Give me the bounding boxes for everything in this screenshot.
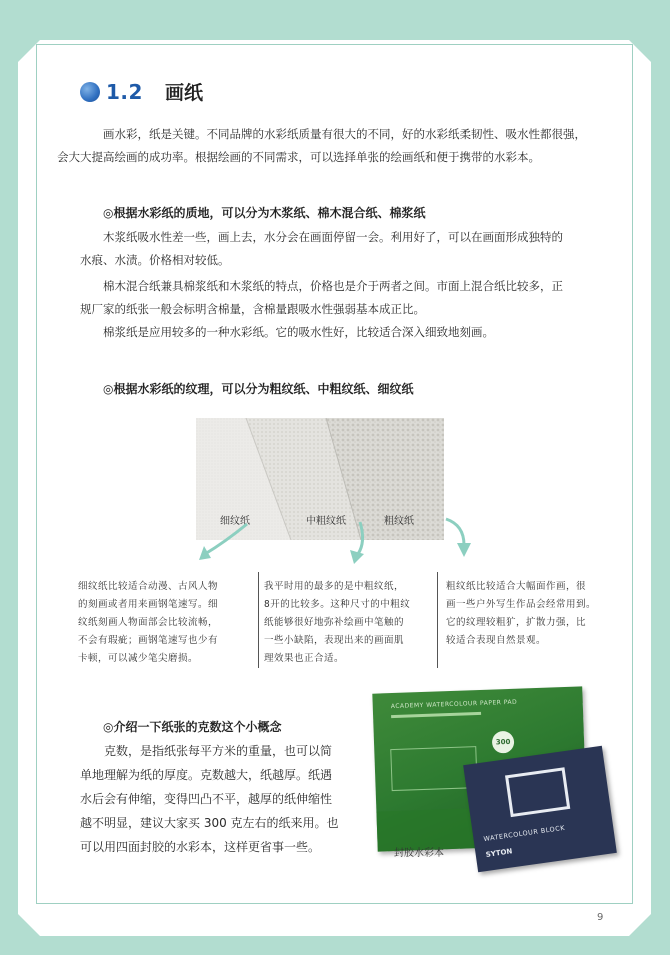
material-paragraphs bbox=[80, 226, 615, 344]
intro-paragraph bbox=[57, 123, 610, 169]
dark-watercolour-block bbox=[463, 746, 617, 872]
caption-line: 我平时用的最多的是中粗纹纸， bbox=[264, 581, 405, 592]
curved-arrow-icon bbox=[195, 520, 255, 566]
cotton-line: 棉浆纸是应用较多的一种水彩纸。它的吸水性好，比较适合深入细致地刻画。 bbox=[103, 325, 494, 339]
texture-heading: ◎根据水彩纸的纹理，可以分为粗纹纸、中粗纹纸、细纹纸 bbox=[103, 382, 414, 396]
weight-line: 克数，是指纸张每平方米的重量，也可以简 bbox=[104, 744, 333, 758]
mixed-line: 规厂家的纸张一般会标明含棉量，含棉量跟吸水性强弱基本成正比。 bbox=[80, 302, 425, 316]
caption-line: 较适合表现自然景观。 bbox=[446, 635, 547, 646]
caption-line: 理效果也正合适。 bbox=[264, 653, 345, 664]
cotton-paragraph bbox=[80, 321, 615, 344]
caption-line: 它的纹理较粗犷，扩散力强，比 bbox=[446, 617, 587, 628]
weight-line: 水后会有伸缩，变得凹凸不平，越厚的纸伸缩性 bbox=[80, 792, 333, 806]
caption-line: 8开的比较多。这种尺寸的中粗纹 bbox=[264, 599, 411, 610]
green-pad-header: ACADEMY WATERCOLOUR PAPER PAD bbox=[390, 698, 518, 711]
dark-block-brand: SYTON bbox=[485, 847, 513, 859]
caption-line: 画一些户外写生作品会经常用到。 bbox=[446, 599, 597, 610]
curved-arrow-icon bbox=[340, 518, 376, 568]
mixed-line: 棉木混合纸兼具棉浆纸和木浆纸的特点，价格也是介于两者之间。市面上混合纸比较多，正 bbox=[103, 279, 563, 293]
wood-pulp-paragraph bbox=[80, 226, 615, 272]
fine-paper-caption bbox=[78, 578, 256, 668]
mixed-paragraph bbox=[80, 275, 615, 321]
medium-texture-label: 中粗纹纸 bbox=[306, 516, 346, 527]
medium-paper-caption bbox=[264, 578, 434, 668]
pad-photo-caption: 封胶水彩本 bbox=[394, 848, 444, 859]
caption-line: 细纹纸比较适合动漫、古风人物 bbox=[78, 581, 219, 592]
section-number: 1.2 bbox=[106, 79, 143, 104]
dark-block-label: WATERCOLOUR BLOCK bbox=[483, 823, 566, 844]
wood-pulp-line: 水痕、水渍。价格相对较低。 bbox=[80, 253, 230, 267]
section-bullet-icon bbox=[80, 82, 100, 102]
coarse-texture-label: 粗纹纸 bbox=[384, 516, 414, 527]
caption-divider bbox=[437, 572, 438, 668]
material-heading: ◎根据水彩纸的质地，可以分为木浆纸、棉木混合纸、棉浆纸 bbox=[103, 206, 426, 220]
section-title: 画纸 bbox=[164, 82, 203, 104]
weight-line: 可以用四面封胶的水彩本，这样更省事一些。 bbox=[80, 840, 321, 854]
section-heading bbox=[80, 78, 203, 105]
caption-line: 粗纹纸比较适合大幅面作画，很 bbox=[446, 581, 587, 592]
coarse-paper-caption bbox=[446, 578, 616, 650]
wood-pulp-line: 木浆纸吸水性差一些，画上去，水分会在画面停留一会。利用好了，可以在画面形成独特的 bbox=[103, 230, 563, 244]
weight-line: 单地理解为纸的厚度。克数越大，纸越厚。纸遇 bbox=[80, 768, 333, 782]
green-pad-badge: 300 bbox=[492, 731, 515, 754]
weight-line: 越不明显，建议大家买 300 克左右的纸来用。也 bbox=[80, 816, 339, 830]
caption-line: 纸能够很好地弥补绘画中笔触的 bbox=[264, 617, 405, 628]
fine-texture-label: 细纹纸 bbox=[220, 516, 250, 527]
green-pad-stripe bbox=[391, 712, 481, 718]
curved-arrow-icon bbox=[440, 515, 476, 559]
caption-line: 的刻画或者用来画钢笔速写。细 bbox=[78, 599, 219, 610]
caption-line: 一些小缺陷，表现出来的画面肌 bbox=[264, 635, 405, 646]
caption-divider bbox=[258, 572, 259, 668]
weight-heading: ◎介绍一下纸张的克数这个小概念 bbox=[103, 720, 282, 734]
caption-line: 卡顿，可以减少笔尖磨损。 bbox=[78, 653, 199, 664]
dark-block-frame bbox=[505, 767, 570, 817]
intro-line: 画水彩，纸是关键。不同品牌的水彩纸质量有很大的不同，好的水彩纸柔韧性、吸水性都很强， bbox=[103, 127, 586, 141]
weight-paragraph bbox=[80, 739, 370, 859]
intro-line: 会大大提高绘画的成功率。根据绘画的不同需求，可以选择单张的绘画纸和便于携带的水彩本。 bbox=[57, 150, 540, 164]
caption-line: 纹纸刻画人物面部会比较流畅， bbox=[78, 617, 219, 628]
caption-line: 不会有瑕疵；画钢笔速写也少有 bbox=[78, 635, 219, 646]
page-number: 9 bbox=[597, 912, 604, 923]
